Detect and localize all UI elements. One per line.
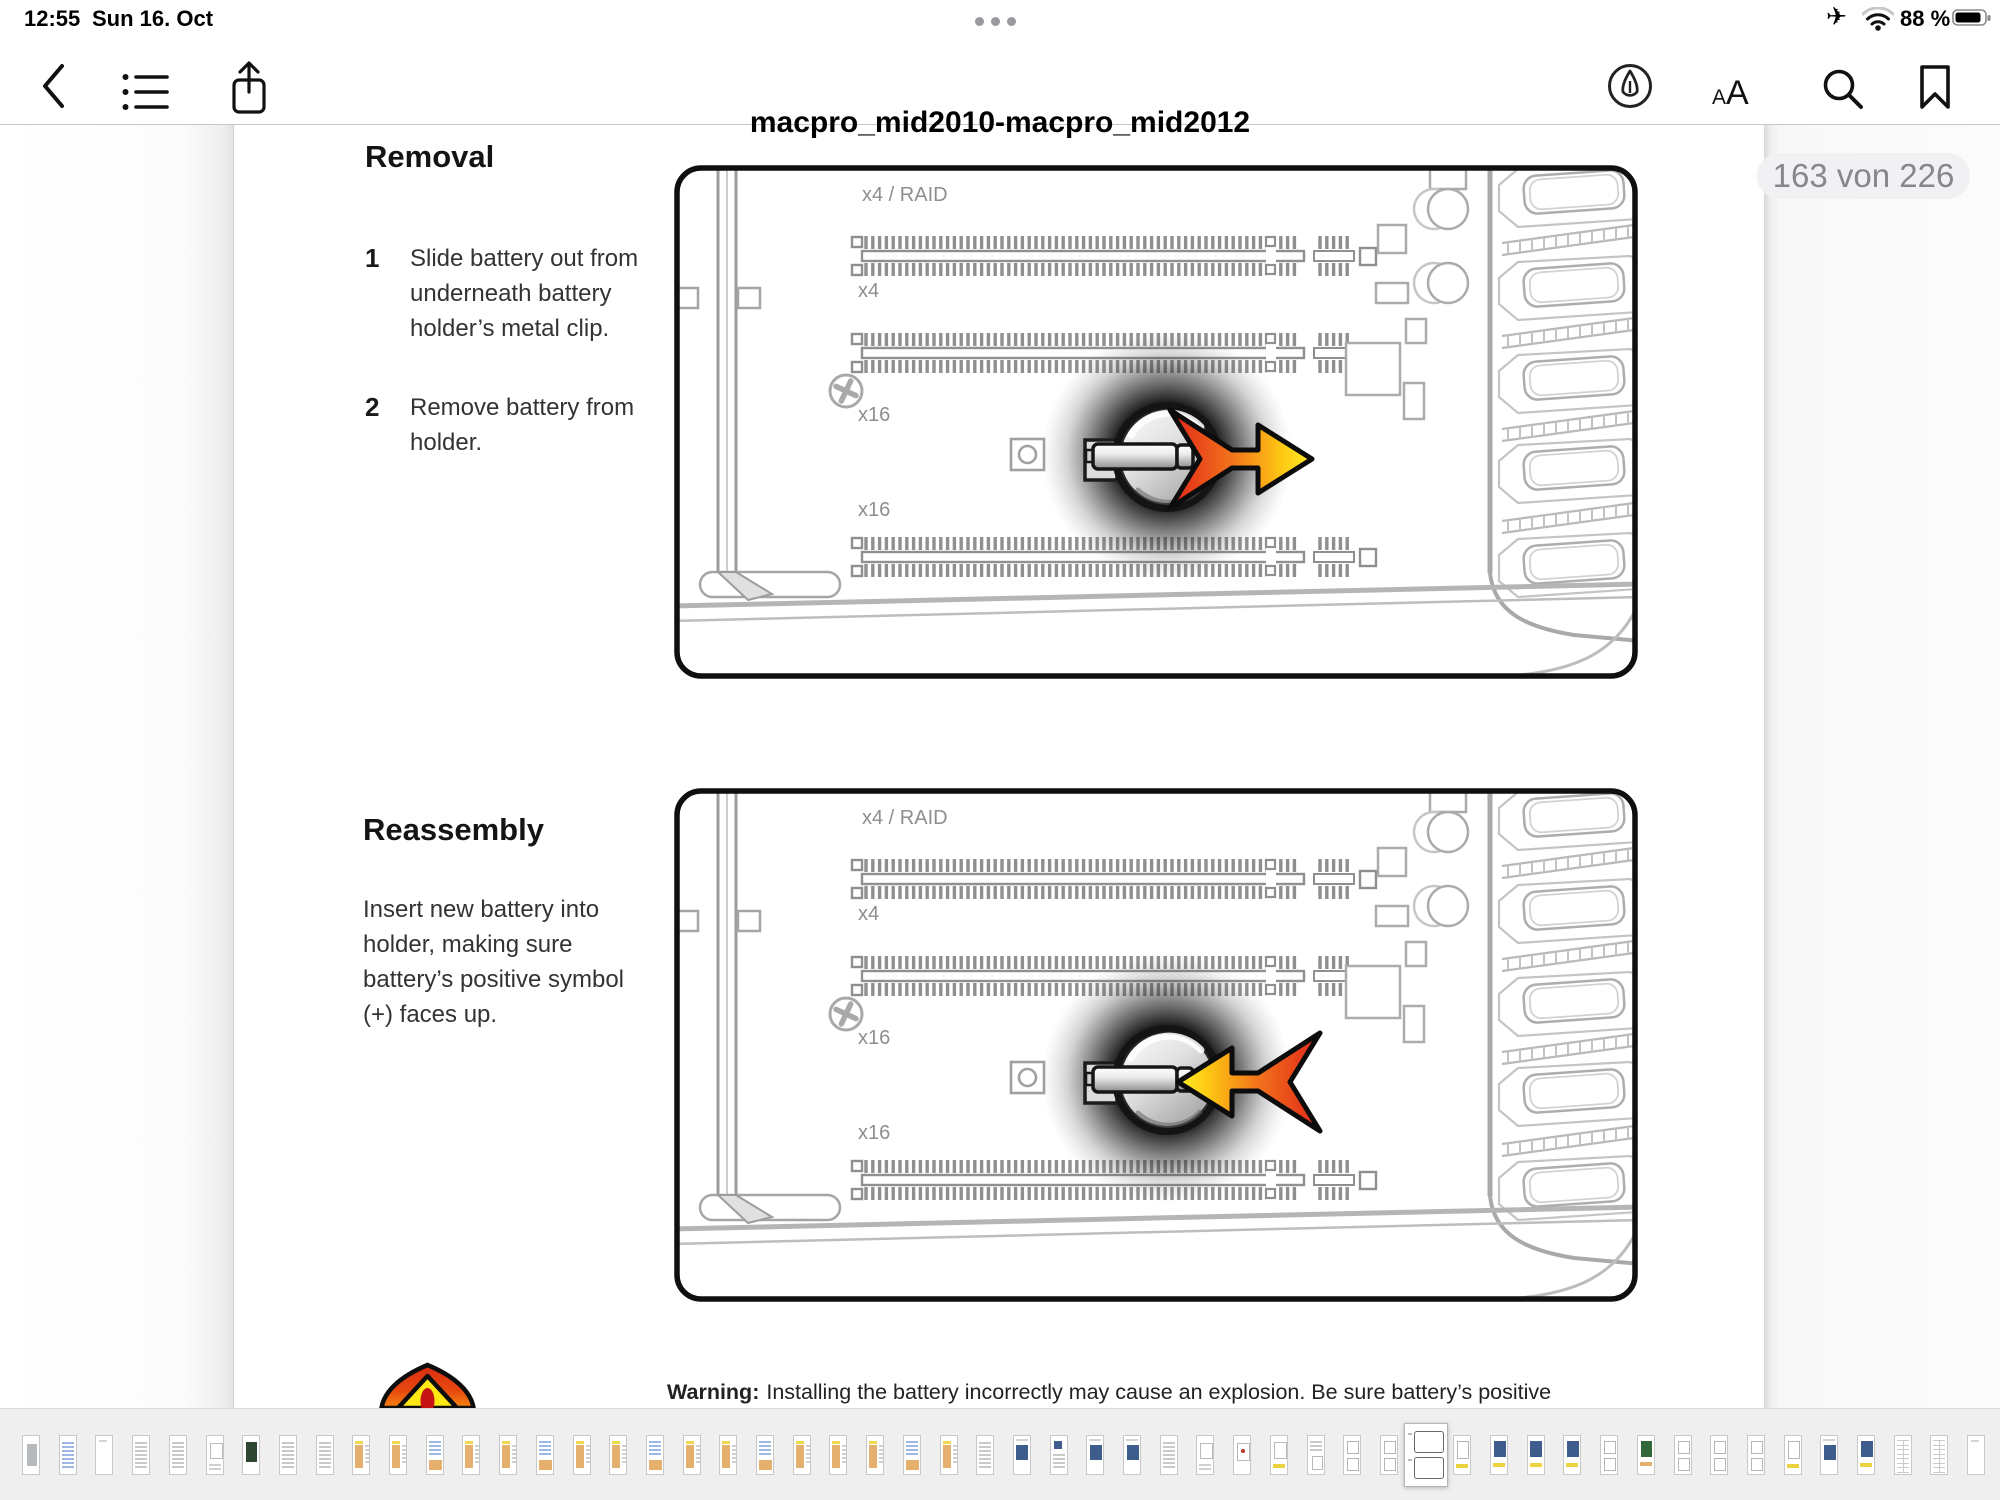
page-thumbnail[interactable] <box>132 1435 150 1475</box>
battery-percent: 88 % <box>1900 6 1951 31</box>
page-thumbnail[interactable] <box>389 1435 407 1475</box>
search-icon[interactable] <box>1820 66 1866 112</box>
page-thumbnail[interactable] <box>1086 1435 1104 1475</box>
slot-label: x4 <box>858 903 880 925</box>
page-thumbnail[interactable] <box>95 1435 113 1475</box>
led-indicator <box>1011 1062 1044 1093</box>
reassembly-heading: Reassembly <box>363 812 544 847</box>
paragraph-line: Insert new battery into <box>363 896 600 923</box>
bookmark-icon[interactable] <box>1918 64 1952 110</box>
battery-icon <box>1952 9 1992 27</box>
screw-icon <box>830 375 862 407</box>
paragraph-line: holder, making sure <box>363 931 573 958</box>
page-thumbnail[interactable] <box>1343 1435 1361 1475</box>
page-thumbnail[interactable] <box>1453 1435 1471 1475</box>
page-thumbnail[interactable] <box>462 1435 480 1475</box>
step-number: 1 <box>365 243 380 273</box>
slot-label: x16 <box>858 499 891 521</box>
page-thumbnail[interactable] <box>683 1435 701 1475</box>
page-thumbnail[interactable] <box>426 1435 444 1475</box>
page-thumbnail[interactable] <box>1600 1435 1618 1475</box>
text-size-big-a: A <box>1726 74 1749 112</box>
thumbnail-strip[interactable] <box>0 1408 2000 1500</box>
back-button[interactable] <box>40 63 66 109</box>
page-thumbnail[interactable] <box>976 1435 994 1475</box>
status-time: 12:55 <box>24 6 81 31</box>
slot-label: x16 <box>858 1122 891 1144</box>
document-title: macpro_mid2010-macpro_mid2012 <box>749 106 1251 139</box>
figure-removal <box>672 163 1640 681</box>
page-thumbnail[interactable] <box>242 1435 260 1475</box>
page-thumbnail[interactable] <box>316 1435 334 1475</box>
page-thumbnail[interactable] <box>903 1435 921 1475</box>
status-date: Sun 16. Oct <box>92 6 214 31</box>
paragraph-line: battery’s positive symbol <box>363 966 624 993</box>
page-thumbnail[interactable] <box>1490 1435 1508 1475</box>
text-size-button[interactable] <box>1712 74 1782 113</box>
step-number: 2 <box>365 392 380 422</box>
step-text-line: holder’s metal clip. <box>410 315 610 342</box>
page-thumbnail[interactable] <box>1050 1435 1068 1475</box>
slot-label: x16 <box>858 1027 891 1049</box>
slot-label: x4 / RAID <box>862 184 948 206</box>
text-size-small-a: A <box>1712 86 1727 109</box>
page-indicator: 163 von 226 <box>1757 153 1970 199</box>
page-thumbnail[interactable] <box>206 1435 224 1475</box>
page-thumbnail[interactable] <box>1307 1435 1325 1475</box>
step-text-line: Slide battery out from <box>410 245 639 272</box>
warning-label: Warning: <box>667 1380 760 1404</box>
previous-page-edge[interactable] <box>0 125 234 1408</box>
warning-body: Installing the battery incorrectly may cause an explosion. Be sure battery’s positive <box>766 1380 1552 1404</box>
page-thumbnail[interactable] <box>1013 1435 1031 1475</box>
page-thumbnail[interactable] <box>1967 1435 1985 1475</box>
page-thumbnail[interactable] <box>829 1435 847 1475</box>
warning-icon <box>377 1362 478 1408</box>
slot-label: x4 <box>858 280 880 302</box>
step-text-line: Remove battery from <box>410 394 635 421</box>
page-thumbnail[interactable] <box>1784 1435 1802 1475</box>
page-thumbnail[interactable] <box>1380 1435 1398 1475</box>
page-thumbnail[interactable] <box>1674 1435 1692 1475</box>
page-thumbnail[interactable] <box>536 1435 554 1475</box>
next-page-edge[interactable] <box>1764 125 2000 1408</box>
step-text-line: holder. <box>410 429 483 456</box>
markup-pen-icon[interactable] <box>1606 62 1654 110</box>
page-thumbnail[interactable] <box>719 1435 737 1475</box>
screw-icon <box>830 998 862 1030</box>
page-thumbnail[interactable] <box>1233 1435 1251 1475</box>
page-thumbnail[interactable] <box>866 1435 884 1475</box>
page-thumbnail[interactable] <box>756 1435 774 1475</box>
page-thumbnail[interactable] <box>279 1435 297 1475</box>
page-thumbnail[interactable] <box>573 1435 591 1475</box>
page-thumbnail[interactable] <box>1563 1435 1581 1475</box>
led-indicator <box>1011 439 1044 470</box>
page-thumbnail[interactable] <box>59 1435 77 1475</box>
status-bar <box>0 0 2000 40</box>
page-thumbnail[interactable] <box>352 1435 370 1475</box>
page-thumbnail[interactable] <box>499 1435 517 1475</box>
page-thumbnail[interactable] <box>169 1435 187 1475</box>
page-thumbnail[interactable] <box>1820 1435 1838 1475</box>
warning-text <box>667 1380 1551 1405</box>
page-thumbnail[interactable] <box>1857 1435 1875 1475</box>
page-thumbnail[interactable] <box>940 1435 958 1475</box>
page-thumbnail[interactable] <box>1894 1435 1912 1475</box>
page-thumbnail[interactable] <box>1747 1435 1765 1475</box>
page-thumbnail[interactable] <box>1270 1435 1288 1475</box>
wifi-icon <box>1862 7 1894 31</box>
page-thumbnail[interactable] <box>1527 1435 1545 1475</box>
airplane-mode-icon: ✈ <box>1826 3 1847 31</box>
page-thumbnail[interactable] <box>1930 1435 1948 1475</box>
page-thumbnail[interactable] <box>646 1435 664 1475</box>
page-thumbnail[interactable] <box>22 1435 40 1475</box>
page-thumbnail[interactable] <box>1710 1435 1728 1475</box>
page-thumbnail[interactable] <box>793 1435 811 1475</box>
toolbar <box>0 40 2000 139</box>
removal-heading: Removal <box>365 139 495 174</box>
page-thumbnail[interactable] <box>609 1435 627 1475</box>
page-thumbnail[interactable] <box>1160 1435 1178 1475</box>
page-thumbnail[interactable] <box>1123 1435 1141 1475</box>
slot-label: x4 / RAID <box>862 807 948 829</box>
step-text-line: underneath battery <box>410 280 612 307</box>
slot-label: x16 <box>858 404 891 426</box>
paragraph-line: (+) faces up. <box>363 1001 498 1028</box>
current-page-thumbnail[interactable] <box>1404 1423 1448 1487</box>
page-thumbnail[interactable] <box>1196 1435 1214 1475</box>
page-thumbnail[interactable] <box>1637 1435 1655 1475</box>
grabber-dots-icon[interactable] <box>975 13 1016 31</box>
figure-reassembly <box>672 786 1640 1304</box>
